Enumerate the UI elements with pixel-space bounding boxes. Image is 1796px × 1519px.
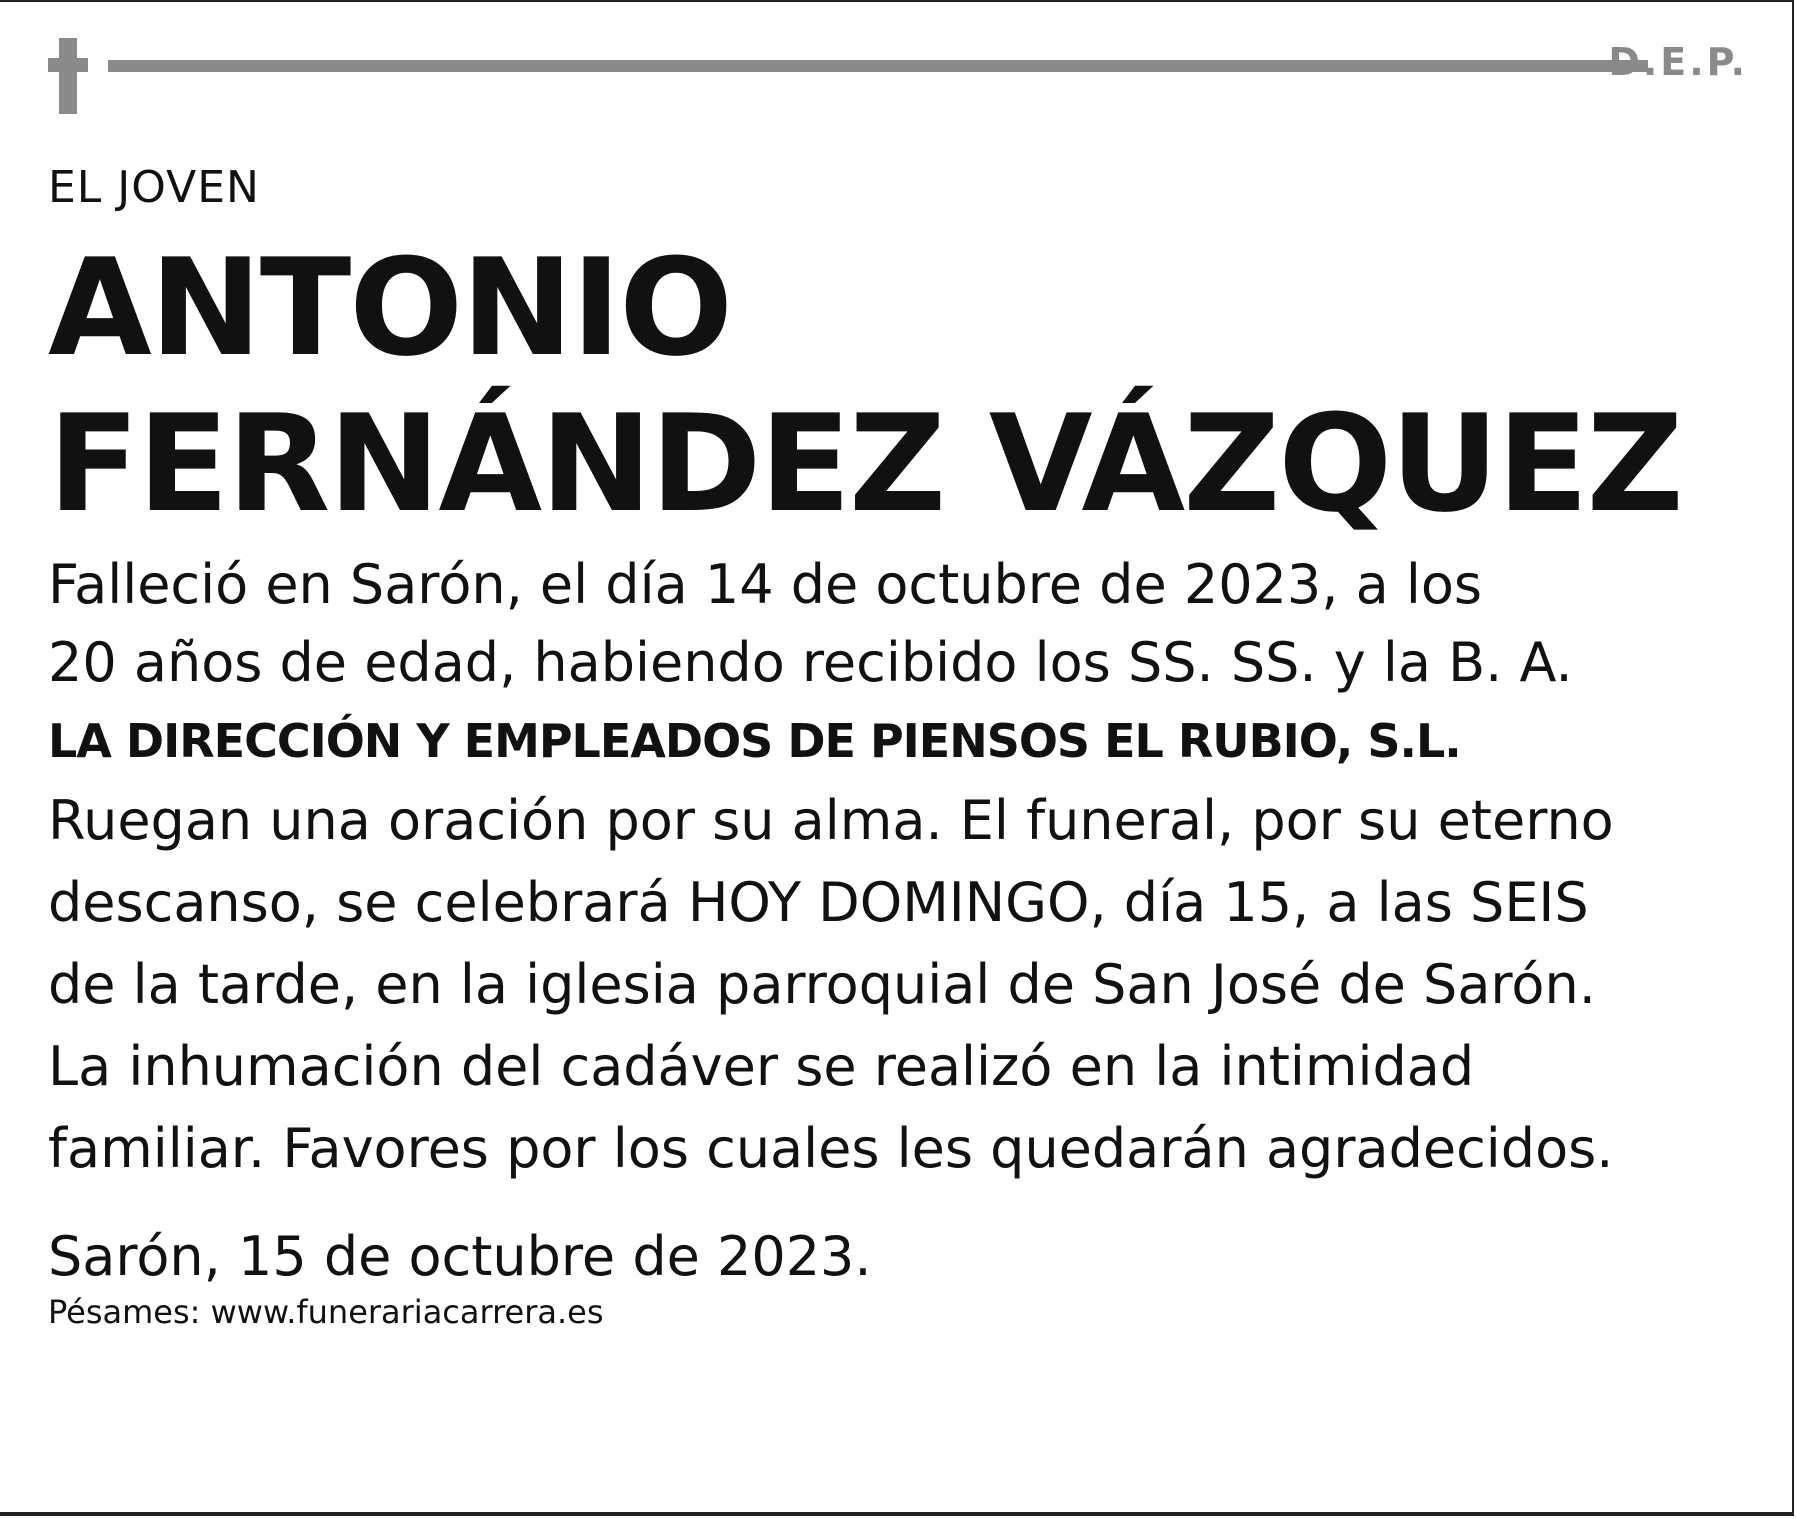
place-date: Sarón, 15 de octubre de 2023. — [48, 1225, 872, 1288]
body-line: familiar. Favores por los cuales les quedarán agradecidos. — [48, 1117, 1614, 1180]
deceased-name-line: FERNÁNDEZ VÁZQUEZ — [48, 386, 1682, 542]
body-line: Ruegan una oración por su alma. El funeral, por su eterno — [48, 789, 1614, 852]
death-line: 20 años de edad, habiendo recibido los SS. SS. y la B. A. — [48, 631, 1573, 694]
body-line: La inhumación del cadáver se realizó en la intimidad — [48, 1035, 1475, 1098]
funeral-details — [48, 780, 1768, 1190]
cross-icon — [48, 38, 86, 118]
notice-header — [48, 38, 1748, 118]
senders: LA DIRECCIÓN Y EMPLEADOS DE PIENSOS EL RUBIO, S.L. — [48, 714, 1461, 768]
dep-label: D.E.P. — [1608, 40, 1748, 84]
deceased-name — [48, 230, 1768, 542]
header-rule — [108, 60, 1648, 72]
body-line: de la tarde, en la iglesia parroquial de San José de Sarón. — [48, 953, 1596, 1016]
notice-content — [48, 150, 1768, 1332]
death-line: Falleció en Sarón, el día 14 de octubre de 2023, a los — [48, 553, 1483, 616]
notice-prefix: EL JOVEN — [48, 162, 260, 213]
body-line: descanso, se celebrará HOY DOMINGO, día 15, a las SEIS — [48, 871, 1589, 934]
deceased-name-line: ANTONIO — [48, 230, 732, 386]
condolences-link[interactable]: Pésames: www.funerariacarrera.es — [48, 1293, 604, 1331]
death-details — [48, 546, 1768, 702]
